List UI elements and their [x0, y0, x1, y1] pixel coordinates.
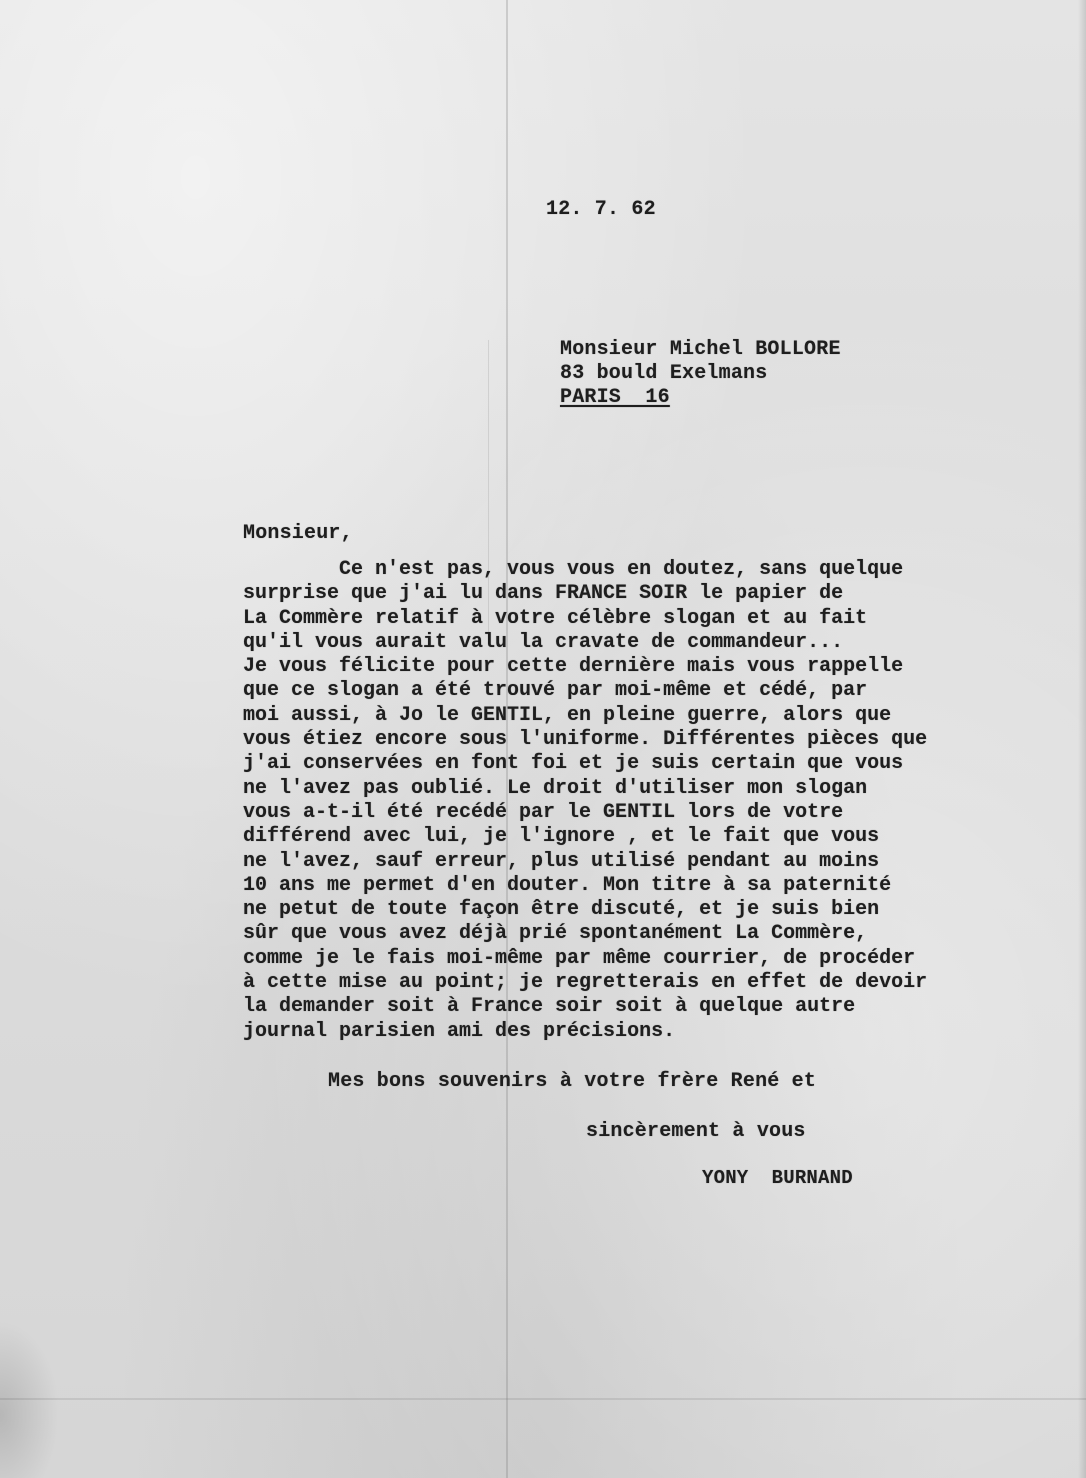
body-line: comme je le fais moi-même par même courrier, de procéder: [243, 946, 916, 970]
body-line: ne l'avez pas oublié. Le droit d'utiliser mon slogan: [243, 776, 868, 800]
salutation: Monsieur,: [243, 522, 353, 545]
body-line: Ce n'est pas, vous vous en doutez, sans quelque: [243, 558, 904, 581]
body-line: que ce slogan a été trouvé par moi-même et cédé, par: [243, 679, 868, 703]
paper-corner-shadow: [0, 1320, 60, 1478]
body-line: vous a-t-il été recédé par le GENTIL lors de votre: [243, 800, 844, 824]
body-line: 10 ans me permet d'en douter. Mon titre à sa paternité: [243, 873, 892, 897]
body-line: j'ai conservées en font foi et je suis certain que vous: [243, 752, 904, 776]
body-line: ne l'avez, sauf erreur, plus utilisé pendant au moins: [243, 849, 880, 873]
recipient-name: Monsieur Michel BOLLORE: [560, 338, 841, 361]
letter-date: 12. 7. 62: [546, 198, 656, 221]
fold-crease-horizontal: [0, 1398, 1086, 1400]
body-line: à cette mise au point; je regretterais en effet de devoir: [243, 971, 928, 995]
closing-sincerely: sincèrement à vous: [586, 1120, 806, 1143]
body-line: surprise que j'ai lu dans FRANCE SOIR le papier de: [243, 582, 844, 606]
body-line: La Commère relatif à votre célèbre slogan et au fait: [243, 606, 868, 630]
letter-body: [243, 558, 927, 1044]
closing-regards: Mes bons souvenirs à votre frère René et: [328, 1070, 817, 1093]
body-line: Je vous félicite pour cette dernière mais vous rappelle: [243, 655, 904, 679]
body-line: sûr que vous avez déjà prié spontanément La Commère,: [243, 922, 868, 946]
body-line: qu'il vous aurait valu la cravate de commandeur...: [243, 630, 844, 654]
recipient-street: 83 bould Exelmans: [560, 362, 768, 385]
paper-edge-shadow: [1078, 0, 1086, 1478]
body-line: ne petut de toute façon être discuté, et je suis bien: [243, 898, 880, 922]
body-line: journal parisien ami des précisions.: [243, 1019, 676, 1043]
body-line: la demander soit à France soir soit à quelque autre: [243, 995, 856, 1019]
body-line: différend avec lui, je l'ignore , et le fait que vous: [243, 825, 880, 849]
body-line: vous étiez encore sous l'uniforme. Différentes pièces que: [243, 728, 928, 752]
recipient-city: PARIS 16: [560, 386, 670, 409]
signature-name: YONY BURNAND: [702, 1167, 853, 1189]
body-line: moi aussi, à Jo le GENTIL, en pleine guerre, alors que: [243, 703, 892, 727]
